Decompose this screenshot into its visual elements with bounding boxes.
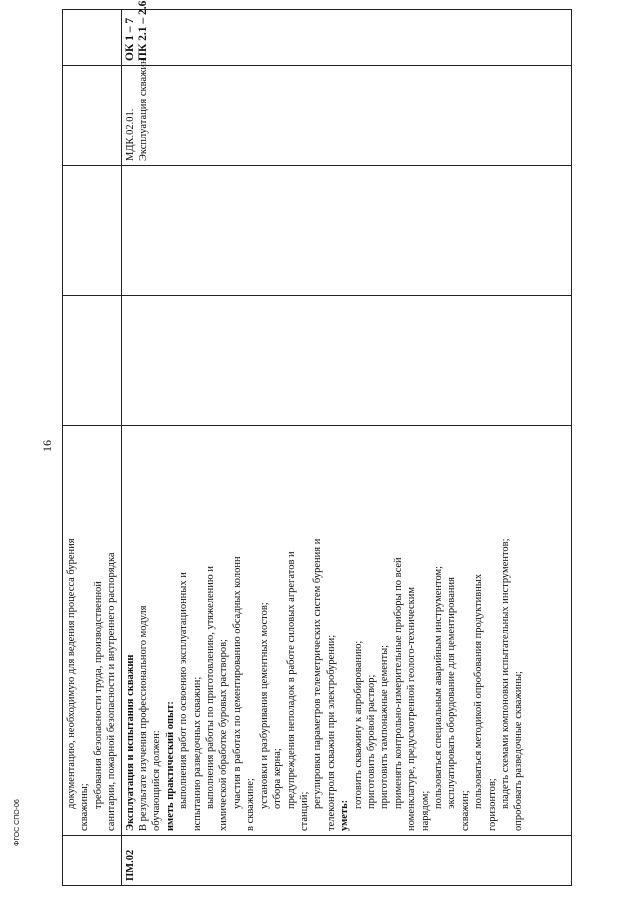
hours-cell <box>121 166 571 296</box>
text-line: Эксплуатация и испытания скважин <box>124 654 136 831</box>
text-line: горизонтов; <box>486 778 498 831</box>
text-line: в скважине; <box>245 778 257 831</box>
discipline-title: Эксплуатация скважин <box>138 58 150 161</box>
discipline-cell <box>121 58 571 166</box>
competency-cell <box>121 0 571 66</box>
text-line: химической обработке буровых растворов; <box>218 639 230 831</box>
code-cell-empty <box>63 836 122 886</box>
competency-pk: ПК 2.1 – 2.6 <box>137 0 150 61</box>
text-line: скважины; <box>79 783 91 831</box>
text-line: приготовить буровой раствор; <box>365 674 377 809</box>
text-line: иметь практический опыт: <box>164 701 176 831</box>
hours-cell <box>63 296 122 426</box>
text-line: приготовить тампонажные цементы; <box>379 644 391 809</box>
text-line: эксплуатировать оборудование для цементирования <box>446 577 458 809</box>
curriculum-table <box>62 0 572 886</box>
text-line: готовить скважину к апробированию; <box>352 640 364 809</box>
text-line: скважин; <box>459 790 471 831</box>
text-line: участия в работах по цементированию обсадных колонн <box>231 556 243 809</box>
text-line: установки и разбуривания цементных мостов; <box>258 602 270 809</box>
text-line: В результате изучения профессионального модуля <box>138 605 150 831</box>
text-line: выполнения работы по приготовлению, утяжелению и <box>205 565 217 809</box>
text-line: требования безопасности труда, производственной <box>92 581 104 809</box>
competency-cell-empty <box>63 10 122 66</box>
text-line: отбора керна; <box>272 748 284 809</box>
text-line: обучающийся должен: <box>151 730 163 831</box>
text-line: нарядом; <box>419 790 431 831</box>
module-description-cell <box>121 426 571 836</box>
footer-label: ФГОС СПО-06 <box>14 799 21 846</box>
text-line: документацию, необходимую для ведения процесса бурения <box>66 538 77 809</box>
discipline-cell-empty <box>63 66 122 166</box>
text-line: выполнения работ по освоению эксплуатационных и <box>178 572 190 809</box>
text-line: предупреждения неполадок в работе силовых агрегатов и <box>285 551 297 809</box>
curriculum-table-page <box>62 0 572 886</box>
page-number: 16 <box>40 440 54 452</box>
table-row-continuation <box>63 10 122 886</box>
module-code: ПМ.02 <box>121 836 571 886</box>
content-cell-continuation <box>63 426 122 836</box>
text-line: телеконтроля скважин при электробурении; <box>325 634 337 831</box>
table-row-module <box>121 10 571 886</box>
text-line: владеть схемами компоновки испытательных инструментов; <box>500 538 511 809</box>
text-line: номенклатуре, предусмотренной геолого-техническим <box>406 587 418 831</box>
text-line: применять контрольно-измерительные приборы по всей <box>392 557 404 809</box>
text-line: испытанию разведочных скважин; <box>191 676 203 831</box>
text-line: станций; <box>298 791 310 831</box>
text-line: пользоваться методикой опробования продуктивных <box>473 573 485 809</box>
text-line: пользоваться специальным аварийным инструментом; <box>432 565 444 809</box>
text-line: опробовать разведочные скважины; <box>513 671 525 831</box>
hours-cell <box>63 166 122 296</box>
hours-cell <box>121 296 571 426</box>
competency-ok: ОК 1 – 7 <box>123 17 136 61</box>
text-line: регулировки параметров телеметрических систем бурения и <box>312 538 324 809</box>
text-line: санитарии, пожарной безопасности и внутреннего распорядка <box>106 552 118 831</box>
discipline-code: МДК.02.01. <box>124 108 136 161</box>
text-line: уметь: <box>339 799 351 831</box>
